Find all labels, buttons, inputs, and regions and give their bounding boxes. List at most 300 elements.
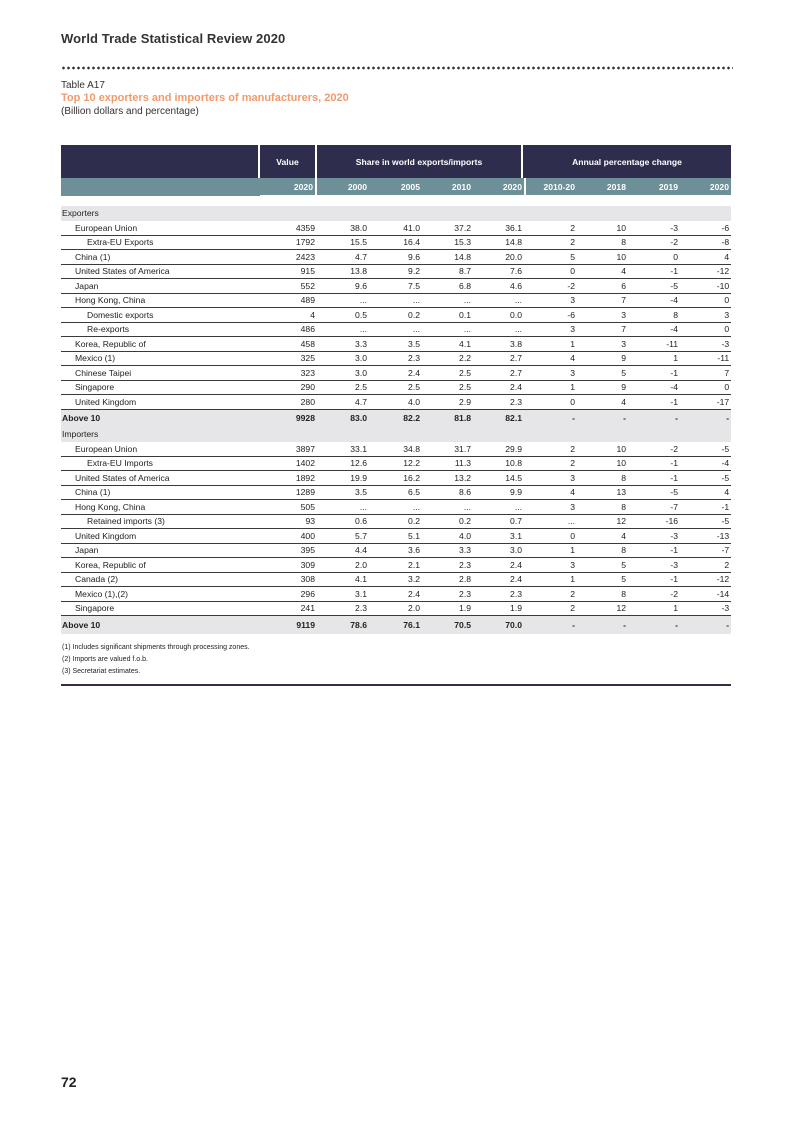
table-cell: 2.4 [473, 558, 524, 573]
total-cell: - [577, 409, 628, 427]
row-label: China (1) [61, 485, 260, 500]
bottom-rule [61, 684, 731, 686]
footnote: (3) Secretariat estimates. [62, 667, 141, 675]
table-row [61, 543, 731, 558]
total-cell: - [577, 616, 628, 634]
table-cell: 0.6 [317, 514, 369, 529]
table-cell: 3.0 [317, 366, 369, 381]
table-cell: 2 [524, 235, 577, 250]
table-cell: 2 [524, 456, 577, 471]
table-cell: 6.8 [422, 279, 473, 294]
table-cell: ... [422, 322, 473, 337]
row-label: European Union [61, 442, 260, 457]
table-header-years [61, 178, 731, 196]
table-cell: 1402 [260, 456, 317, 471]
table-cell: 3.8 [473, 337, 524, 352]
table-cell: ... [369, 322, 422, 337]
table-cell: 1 [524, 337, 577, 352]
row-label: Hong Kong, China [61, 500, 260, 515]
table-cell: -2 [628, 442, 680, 457]
table-row [61, 322, 731, 337]
table-cell: 4 [260, 308, 317, 323]
column-header: 2010 [422, 178, 473, 196]
table-cell: 36.1 [473, 221, 524, 236]
table-cell: 13 [577, 485, 628, 500]
table-cell: 1 [628, 601, 680, 616]
table-cell: 4 [577, 395, 628, 410]
table-cell: 5 [524, 250, 577, 265]
table-cell: 0 [524, 395, 577, 410]
table-cell: 9.6 [369, 250, 422, 265]
table-cell: 505 [260, 500, 317, 515]
column-header: 2020 [260, 178, 315, 196]
row-label: Re-exports [61, 322, 260, 337]
table-cell: 16.4 [369, 235, 422, 250]
total-cell: 83.0 [317, 409, 369, 427]
table-cell: 1792 [260, 235, 317, 250]
total-cell: 78.6 [317, 616, 369, 634]
total-cell: - [680, 409, 731, 427]
table-cell: -1 [628, 264, 680, 279]
table-cell: -3 [680, 337, 731, 352]
table-cell: -4 [628, 322, 680, 337]
table-cell: 2 [524, 587, 577, 602]
table-cell: -1 [628, 395, 680, 410]
table-cell: 4.1 [317, 572, 369, 587]
table-cell: 9.9 [473, 485, 524, 500]
table-cell: 0 [524, 264, 577, 279]
table-cell: 3.3 [317, 337, 369, 352]
table-cell: 4 [577, 264, 628, 279]
row-label: United States of America [61, 471, 260, 486]
table-cell: 2 [680, 558, 731, 573]
table-cell: 3.6 [369, 543, 422, 558]
table-cell: 1892 [260, 471, 317, 486]
column-header: 2020 [473, 178, 524, 196]
table-cell: -13 [680, 529, 731, 544]
table-row [61, 351, 731, 366]
total-cell: - [680, 616, 731, 634]
table-cell: 2 [524, 442, 577, 457]
row-label: United States of America [61, 264, 260, 279]
table-cell: -3 [628, 529, 680, 544]
table-cell: 12 [577, 514, 628, 529]
table-cell: 3 [524, 558, 577, 573]
table-cell: 4.7 [317, 395, 369, 410]
column-header: 2010-20 [524, 178, 577, 196]
table-cell: 0 [680, 322, 731, 337]
row-label: Domestic exports [61, 308, 260, 323]
table-cell: 2.7 [473, 366, 524, 381]
row-label: Japan [61, 543, 260, 558]
table-cell: 10.8 [473, 456, 524, 471]
row-label: Korea, Republic of [61, 558, 260, 573]
table-cell: -1 [628, 572, 680, 587]
page-number: 72 [61, 1074, 77, 1090]
table-cell: 3 [524, 293, 577, 308]
row-label: Retained imports (3) [61, 514, 260, 529]
table-cell: 10 [577, 442, 628, 457]
table-cell: -5 [680, 514, 731, 529]
dotted-divider [61, 66, 733, 70]
row-label: United Kingdom [61, 529, 260, 544]
table-cell: 290 [260, 380, 317, 395]
table-cell: -2 [628, 587, 680, 602]
table-cell: 0.5 [317, 308, 369, 323]
table-cell: -10 [680, 279, 731, 294]
table-cell: -2 [524, 279, 577, 294]
column-header: 2005 [369, 178, 422, 196]
table-cell: 9 [577, 380, 628, 395]
table-cell: 38.0 [317, 221, 369, 236]
table-cell: ... [473, 500, 524, 515]
column-header: 2000 [317, 178, 369, 196]
table-cell: 323 [260, 366, 317, 381]
table-cell: 8 [577, 543, 628, 558]
table-cell: 489 [260, 293, 317, 308]
table-cell: -5 [628, 279, 680, 294]
table-cell: 1 [628, 351, 680, 366]
table-cell: 41.0 [369, 221, 422, 236]
table-cell: 14.8 [473, 235, 524, 250]
table-cell: 9.6 [317, 279, 369, 294]
table-cell: -8 [680, 235, 731, 250]
table-cell: 3.5 [369, 337, 422, 352]
total-cell: - [628, 616, 680, 634]
table-row [61, 221, 731, 236]
table-cell: 3.2 [369, 572, 422, 587]
table-cell: 458 [260, 337, 317, 352]
table-cell: 8 [577, 500, 628, 515]
row-label: Chinese Taipei [61, 366, 260, 381]
table-cell: 10 [577, 221, 628, 236]
table-row [61, 529, 731, 544]
table-cell: -7 [628, 500, 680, 515]
table-row [61, 308, 731, 323]
table-cell: 2.7 [473, 351, 524, 366]
table-cell: ... [422, 293, 473, 308]
table-cell: -4 [628, 380, 680, 395]
total-cell: - [524, 616, 577, 634]
table-cell: -2 [628, 235, 680, 250]
table-cell: -16 [628, 514, 680, 529]
row-label: Singapore [61, 601, 260, 616]
table-cell: 93 [260, 514, 317, 529]
table-cell: ... [422, 500, 473, 515]
table-cell: 16.2 [369, 471, 422, 486]
header-share: Share in world exports/imports [355, 156, 483, 167]
row-label: Mexico (1),(2) [61, 587, 260, 602]
table-cell: 2 [524, 601, 577, 616]
table-cell: 395 [260, 543, 317, 558]
table-cell: 2423 [260, 250, 317, 265]
section-label: Importers [61, 427, 731, 442]
table-cell: -3 [628, 221, 680, 236]
table-cell: -1 [628, 366, 680, 381]
table-cell: 915 [260, 264, 317, 279]
table-cell: 2.4 [369, 366, 422, 381]
table-cell: 8 [577, 235, 628, 250]
table-row [61, 380, 731, 395]
table-cell: -3 [680, 601, 731, 616]
table-cell: 4.7 [317, 250, 369, 265]
section-label: Exporters [61, 206, 731, 221]
table-cell: 3 [680, 308, 731, 323]
table-cell: 2.0 [369, 601, 422, 616]
table-cell: -5 [628, 485, 680, 500]
row-label: Hong Kong, China [61, 293, 260, 308]
data-table [61, 145, 731, 686]
table-cell: 2.3 [473, 395, 524, 410]
table-cell: 0 [680, 293, 731, 308]
column-header: 2019 [628, 178, 680, 196]
table-cell: 5 [577, 558, 628, 573]
table-cell: -1 [680, 500, 731, 515]
table-cell: 5 [577, 572, 628, 587]
table-cell: 241 [260, 601, 317, 616]
table-cell: -5 [680, 442, 731, 457]
table-cell: 1.9 [422, 601, 473, 616]
table-cell: 3 [524, 471, 577, 486]
table-cell: 3.3 [422, 543, 473, 558]
table-cell: -1 [628, 543, 680, 558]
table-cell: 15.3 [422, 235, 473, 250]
table-cell: 4.6 [473, 279, 524, 294]
table-cell: 37.2 [422, 221, 473, 236]
table-cell: 486 [260, 322, 317, 337]
row-label: Canada (2) [61, 572, 260, 587]
table-cell: 1 [524, 543, 577, 558]
table-cell: -12 [680, 572, 731, 587]
table-footnotes [61, 642, 731, 678]
table-cell: 3.1 [317, 587, 369, 602]
table-cell: 1289 [260, 485, 317, 500]
total-cell: - [524, 409, 577, 427]
table-cell: 3 [524, 322, 577, 337]
table-cell: 3.0 [473, 543, 524, 558]
table-row [61, 235, 731, 250]
total-label: Above 10 [61, 616, 260, 634]
row-label: European Union [61, 221, 260, 236]
table-cell: 3 [524, 366, 577, 381]
total-cell: 82.2 [369, 409, 422, 427]
table-body [61, 206, 731, 634]
table-cell: 14.5 [473, 471, 524, 486]
table-row [61, 293, 731, 308]
table-cell: 7.6 [473, 264, 524, 279]
table-label: Table A17 [61, 80, 105, 91]
table-cell: 2.4 [369, 587, 422, 602]
total-row [61, 409, 731, 427]
table-cell: 3897 [260, 442, 317, 457]
table-cell: 33.1 [317, 442, 369, 457]
table-title: Top 10 exporters and importers of manufacturers, 2020 [61, 92, 349, 104]
table-cell: 400 [260, 529, 317, 544]
table-cell: 6 [577, 279, 628, 294]
table-cell: -14 [680, 587, 731, 602]
table-cell: 4.0 [369, 395, 422, 410]
table-cell: 296 [260, 587, 317, 602]
table-cell: 2.3 [369, 351, 422, 366]
table-cell: 7 [680, 366, 731, 381]
table-cell: 9 [577, 351, 628, 366]
table-cell: 8 [577, 587, 628, 602]
table-cell: 0.7 [473, 514, 524, 529]
table-row [61, 500, 731, 515]
table-cell: 308 [260, 572, 317, 587]
table-cell: 13.2 [422, 471, 473, 486]
table-cell: -1 [628, 456, 680, 471]
table-cell: ... [317, 322, 369, 337]
table-cell: 10 [577, 250, 628, 265]
table-cell: 0 [680, 380, 731, 395]
total-cell: 81.8 [422, 409, 473, 427]
table-row [61, 471, 731, 486]
table-cell: 11.3 [422, 456, 473, 471]
table-cell: 10 [577, 456, 628, 471]
table-cell: -4 [628, 293, 680, 308]
row-label: China (1) [61, 250, 260, 265]
table-cell: 0.0 [473, 308, 524, 323]
table-cell: ... [473, 293, 524, 308]
table-cell: 6.5 [369, 485, 422, 500]
table-cell: ... [524, 514, 577, 529]
table-cell: 1 [524, 380, 577, 395]
table-row [61, 366, 731, 381]
table-cell: 7 [577, 293, 628, 308]
table-cell: 0.2 [369, 308, 422, 323]
table-cell: 2.0 [317, 558, 369, 573]
table-row [61, 587, 731, 602]
header-value: Value [276, 156, 299, 167]
table-row [61, 558, 731, 573]
table-cell: 5 [577, 366, 628, 381]
table-cell: 13.8 [317, 264, 369, 279]
table-cell: 3.0 [317, 351, 369, 366]
table-cell: 15.5 [317, 235, 369, 250]
footnote: (1) Includes significant shipments through processing zones. [62, 643, 250, 651]
table-cell: 2.8 [422, 572, 473, 587]
table-cell: 1.9 [473, 601, 524, 616]
table-cell: 3 [524, 500, 577, 515]
table-cell: 2.3 [422, 558, 473, 573]
table-row [61, 514, 731, 529]
table-cell: 3.5 [317, 485, 369, 500]
table-cell: 9.2 [369, 264, 422, 279]
table-cell: 5.7 [317, 529, 369, 544]
table-cell: 4 [680, 250, 731, 265]
table-cell: 2.5 [422, 380, 473, 395]
table-cell: -17 [680, 395, 731, 410]
total-cell: 82.1 [473, 409, 524, 427]
table-cell: 8 [577, 471, 628, 486]
table-cell: 34.8 [369, 442, 422, 457]
table-cell: 3.1 [473, 529, 524, 544]
total-cell: 70.5 [422, 616, 473, 634]
header-change: Annual percentage change [572, 156, 682, 167]
table-row [61, 442, 731, 457]
table-cell: 2.3 [317, 601, 369, 616]
column-header: 2020 [680, 178, 731, 196]
table-cell: 2.2 [422, 351, 473, 366]
total-row [61, 616, 731, 634]
table-cell: ... [317, 293, 369, 308]
table-cell: 3 [577, 337, 628, 352]
table-cell: 4.4 [317, 543, 369, 558]
table-cell: 20.0 [473, 250, 524, 265]
table-cell: -4 [680, 456, 731, 471]
table-cell: ... [369, 293, 422, 308]
row-label: Mexico (1) [61, 351, 260, 366]
table-cell: 2.9 [422, 395, 473, 410]
table-cell: ... [473, 322, 524, 337]
table-cell: 4 [524, 485, 577, 500]
table-cell: 2.3 [473, 587, 524, 602]
table-row [61, 250, 731, 265]
table-cell: 1 [524, 572, 577, 587]
table-cell: 4 [577, 529, 628, 544]
table-row [61, 337, 731, 352]
table-cell: 309 [260, 558, 317, 573]
table-cell: -11 [680, 351, 731, 366]
table-cell: 2.3 [422, 587, 473, 602]
table-cell: 7 [577, 322, 628, 337]
table-cell: 0 [524, 529, 577, 544]
footnote: (2) Imports are valued f.o.b. [62, 655, 148, 663]
table-cell: 4359 [260, 221, 317, 236]
table-cell: 280 [260, 395, 317, 410]
row-label: Korea, Republic of [61, 337, 260, 352]
table-cell: 2 [524, 221, 577, 236]
table-cell: 552 [260, 279, 317, 294]
total-cell: - [628, 409, 680, 427]
table-cell: -12 [680, 264, 731, 279]
row-label: United Kingdom [61, 395, 260, 410]
table-cell: 4.1 [422, 337, 473, 352]
table-row [61, 601, 731, 616]
table-cell: 2.5 [369, 380, 422, 395]
table-cell: 0.1 [422, 308, 473, 323]
table-cell: -3 [628, 558, 680, 573]
table-cell: -11 [628, 337, 680, 352]
table-cell: -7 [680, 543, 731, 558]
table-cell: ... [369, 500, 422, 515]
table-row [61, 456, 731, 471]
total-cell: 9119 [260, 616, 317, 634]
table-cell: 2.1 [369, 558, 422, 573]
table-row [61, 485, 731, 500]
table-row [61, 572, 731, 587]
table-row [61, 264, 731, 279]
table-cell: 4 [524, 351, 577, 366]
section-row [61, 427, 731, 442]
table-cell: 19.9 [317, 471, 369, 486]
table-header-groups [61, 145, 731, 178]
document-title: World Trade Statistical Review 2020 [61, 31, 286, 46]
total-cell: 9928 [260, 409, 317, 427]
table-cell: 12.6 [317, 456, 369, 471]
table-cell: 7.5 [369, 279, 422, 294]
table-cell: 2.5 [317, 380, 369, 395]
row-label: Japan [61, 279, 260, 294]
table-cell: 12.2 [369, 456, 422, 471]
table-cell: -5 [680, 471, 731, 486]
table-cell: -6 [524, 308, 577, 323]
table-row [61, 395, 731, 410]
table-cell: 31.7 [422, 442, 473, 457]
table-cell: 0 [628, 250, 680, 265]
table-cell: 8.6 [422, 485, 473, 500]
